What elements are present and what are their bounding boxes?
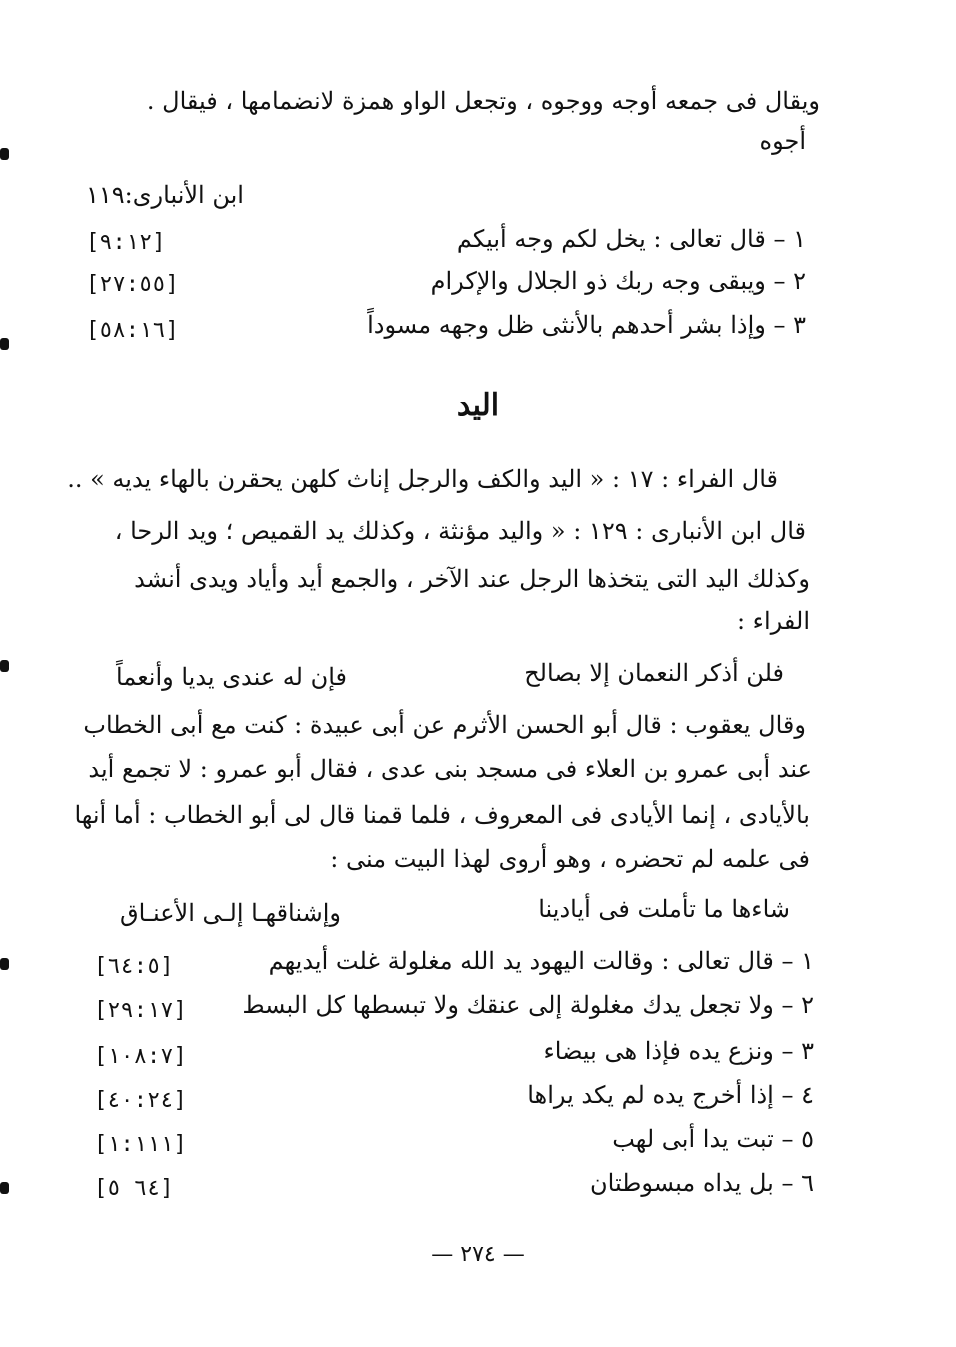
quote-text: ٣ – ونزع يده فإذا هى بيضاء <box>543 1037 814 1065</box>
quote-ref: [٤٠:٢٤] <box>94 1088 187 1113</box>
quote-text: ١ – قال تعالى : يخل لكم وجه أبيكم <box>456 225 806 253</box>
intro-line-2: أجوه <box>759 127 806 155</box>
paragraph-line: وكذلك اليد التى يتخذها الرجل عند الآخر ، والجمع أيد وأياد ويدى أنشد <box>134 565 810 593</box>
paragraph-line: الفراء : <box>736 607 810 635</box>
verse-hemistich-right: شاءها ما تأملت فى أيادينا <box>538 895 790 923</box>
quote-ref: [٥٨:١٦] <box>86 318 179 343</box>
intro-source: ابن الأنبارى:١١٩ <box>86 181 244 209</box>
verse-hemistich-right: فلن أذكر النعمان إلا بصالح <box>524 659 784 687</box>
paragraph-line: قال ابن الأنبارى : ١٢٩ : « واليد مؤنثة ، وكذلك يد القميص ؛ ويد الرحا ، <box>114 517 806 545</box>
paragraph-line: بالأيادى ، إنما الأيادى فى المعروف ، فلما قمنا قال لى أبو الخطاب : أما أنها <box>74 801 810 829</box>
section-heading: اليد <box>456 388 500 423</box>
quote-ref: [٦٤ ٥] <box>94 1176 174 1201</box>
margin-mark <box>0 148 9 160</box>
margin-mark <box>0 660 9 672</box>
paragraph-line: وقال يعقوب : قال أبو الحسن الأثرم عن أبى عبيدة : كنت مع أبى الخطاب <box>83 711 806 739</box>
quote-text: ٥ – تبت يدا أبى لهب <box>612 1125 814 1153</box>
verse-hemistich-left: وإشناقهـا إلـى الأعنـاق <box>120 899 341 927</box>
quote-ref: [١٠٨:٧] <box>94 1044 187 1069</box>
quote-text: ٦ – بل يداه مبسوطتان <box>590 1169 814 1197</box>
quote-text: ٣ – وإذا بشر أحدهم بالأنثى ظل وجهه مسوداً <box>367 311 806 339</box>
quote-ref: [١:١١١] <box>94 1132 187 1157</box>
intro-line-1: ويقال فى جمعه أوجه ووجوه ، وتجعل الواو همزة لانضمامها ، فيقال . <box>146 87 820 115</box>
quote-ref: [٢٩:١٧] <box>94 998 187 1023</box>
verse-hemistich-left: فإن له عندى يديا وأنعماً <box>116 663 348 691</box>
page-number: — ٢٧٤ — <box>431 1242 525 1267</box>
margin-mark <box>0 958 9 970</box>
quote-ref: [٩:١٢] <box>86 230 166 255</box>
quote-text: ٤ – إذا أخرج يده لم يكد يراها <box>527 1081 814 1109</box>
quote-ref: [٢٧:٥٥] <box>86 272 179 297</box>
paragraph-line: عند أبى عمرو بن العلاء فى مسجد بنى عدى ، فقال أبو عمرو : لا تجمع أيد <box>88 755 812 783</box>
margin-mark <box>0 1182 9 1194</box>
quote-text: ١ – قال تعالى : وقالت اليهود يد الله مغلولة غلت أيديهم <box>268 947 814 975</box>
margin-mark <box>0 338 9 350</box>
quote-text: ٢ – ويبقى وجه ربك ذو الجلال والإكرام <box>430 267 806 295</box>
quote-ref: [٦٤:٥] <box>94 954 174 979</box>
paragraph-line: فى علمه لم تحضره ، وهو أروى لهذا البيت منى : <box>330 845 810 873</box>
quote-text: ٢ – ولا تجعل يدك مغلولة إلى عنقك ولا تبسطها كل البسط <box>242 991 814 1019</box>
paragraph-line: قال الفراء : ١٧ : « اليد والكف والرجل إناث كلهن يحقرن بالهاء يديه » .. <box>67 465 778 493</box>
